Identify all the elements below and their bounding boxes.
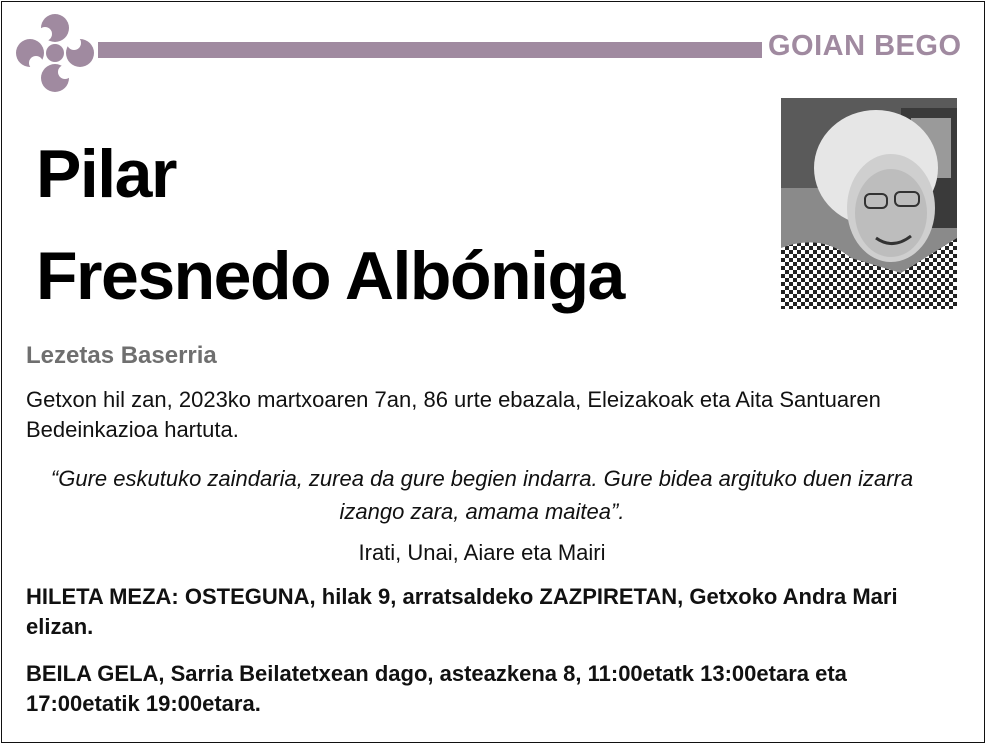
surnames: Fresnedo Albóniga [36,238,624,314]
funeral-mass: HILETA MEZA: OSTEGUNA, hilak 9, arratsaldeko ZAZPIRETAN, Getxoko Andra Mari elizan. [26,584,898,639]
first-name: Pilar [36,136,176,212]
death-announcement: Getxon hil zan, 2023ko martxoaren 7an, 86 urte ebazala, Eleizakoak eta Aita Santuaren Bedeinkazioa hartuta. [26,387,881,442]
header-bar [98,42,762,58]
lauburu-icon [12,10,98,96]
wake-room: BEILA GELA, Sarria Beilatetxean dago, asteazkena 8, 11:00etatk 13:00etara eta 17:00etatik 19:00etara. [26,661,847,716]
obituary-card [1,1,985,743]
family-quote: “Gure eskutuko zaindaria, zurea da gure begien indarra. Gure bidea argituko duen izarra izango zara, amama maitea”. [50,466,914,524]
place-name: Lezetas Baserria [26,342,217,369]
portrait-photo [781,98,957,309]
signatories: Irati, Unai, Aiare eta Mairi [358,540,606,565]
section-label: GOIAN BEGO [768,30,962,62]
